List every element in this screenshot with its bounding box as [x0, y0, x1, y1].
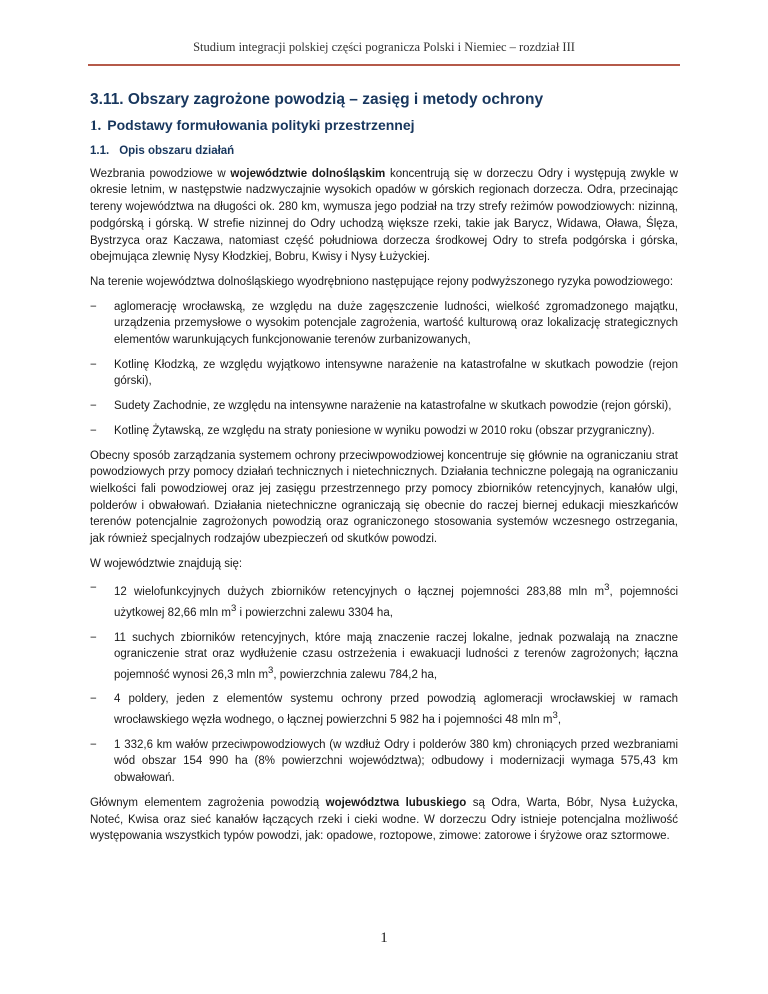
superscript: 3 — [230, 603, 237, 614]
dash-bullet: − — [90, 358, 97, 371]
paragraph-3: Obecny sposób zarządzania systemem ochrony przeciwpowodziowej koncentruje się głównie na ograniczaniu strat powodziowych przy pomocy działań technicznych i nietechnicznych. Działania techniczne polegają na ograniczaniu wielkości fali powodziowej oraz jej zasięgu przestrzennego przy pomocy zbiorników retencyjnych, kanałów ulgi, polderów i obwałowań. Działania nietechniczne ograniczają się obecnie do raczej biernej edukacji mieszkańców terenów potencjalnie zagrożonych powodzią oraz ograniczonego stosowania systemów wczesnego ostrzegania, jak również specjalnych rodzajów ubezpieczeń od skutków powodzi. — [90, 449, 678, 546]
text-run: koncentrują się w dorzeczu Odry i występują zwykle w okresie letnim, w następstwie nadzwyczajnie wysokich opadów w górskich regionach dorzecza. Odra, przecinając tereny województwa na długości ok. 280 km, wymusza jego podział na trzy strefy reżimów powodziowych: nizinną, podgórską i górską. W strefie nizinnej do Odry uchodzą większe rzeki, takie jak Barycz, Widawa, Oława, Ślęza, Bystrzyca oraz Kaczawa, natomiast część południowa dorzecza środkowej Odry to strefa podgórska i górska, obejmująca zlewnię Nysy Kłodzkiej, Bobru, Kwisy i Nysy Łużyckiej. — [90, 167, 678, 264]
paragraph-1 — [90, 166, 678, 266]
subsection-heading — [90, 143, 678, 160]
dash-bullet: − — [90, 693, 97, 706]
list-item-text: Kotlinę Kłodzką, ze względu wyjątkowo intensywne narażenie na katastrofalne w skutkach powodzie (rejon górski), — [114, 358, 678, 388]
paragraph-4: W województwie znajdują się: — [90, 557, 243, 570]
list-item — [90, 630, 678, 684]
text-run: , powierzchnia zalewu 784,2 ha, — [273, 668, 438, 681]
dash-bullet: − — [90, 424, 97, 437]
page-number: 1 — [380, 930, 388, 946]
dash-bullet: − — [90, 582, 97, 595]
text-run: 12 wielofunkcyjnych dużych zbiorników retencyjnych o łącznej pojemności 283,88 mln m — [114, 586, 605, 599]
text-run: 11 suchych zbiorników retencyjnych, które mają znaczenie raczej lokalne, jednak pozwalają na znaczne ograniczenie strat oraz wydłużenie czasu ostrzeżenia i ewakuacji ludności z terenów zagrożonych; łączna pojemność wynosi 26,3 mln m — [114, 631, 678, 681]
list-item — [90, 398, 678, 415]
bold-text: województwa lubuskiego — [325, 796, 467, 809]
running-header: Studium integracji polskiej części pogranicza Polski i Niemiec – rozdział III — [193, 40, 575, 54]
dash-bullet: − — [90, 631, 97, 644]
list-item — [90, 423, 678, 440]
subsection-title: Opis obszaru działań — [119, 145, 235, 157]
chapter-title: 3.11. Obszary zagrożone powodzią – zasięg i metody ochrony — [90, 91, 544, 108]
section-number: 1. — [90, 118, 102, 134]
list-item — [90, 737, 678, 787]
section-title: Podstawy formułowania polityki przestrzennej — [107, 117, 415, 133]
list-item-text: Kotlinę Żytawską, ze względu na straty poniesione w wyniku powodzi w 2010 roku (obszar przygraniczny). — [114, 424, 655, 437]
list-item — [90, 580, 678, 621]
text-run: 1 332,6 km wałów przeciwpowodziowych (w wzdłuż Odry i polderów 380 km) chroniących przed wezbraniami wód obszar 154 990 ha (8% powierzchni województwa); odbudowy i modernizacji wymaga 575,43 km obwałowań. — [114, 738, 678, 785]
text-run: są Odra, Warta, Bóbr, Nysa Łużycka, Noteć, Kwisa oraz sieć kanałów łączących rzeki i cieki wodne. W dorzeczu Odry istnieje potencjalna możliwość występowania wszystkich typów powodzi, jak: opadowe, roztopowe, zimowe: zatorowe i śryżowe oraz sztormowe. — [90, 796, 679, 843]
text-run: , — [557, 714, 562, 726]
text-run: , pojemności użytkowej 82,66 mln m — [114, 586, 679, 619]
paragraph-5 — [90, 795, 678, 845]
list-item-text: aglomerację wrocławską, ze względu na duże zagęszczenie ludności, wielkość zgromadzonego majątku, urządzenia przemysłowe o wysokim potencjale zagrożenia, wartość kulturową oraz lokalizację strategicznych elementów warunkujących funkcjonowanie terenów zurbanizowanych, — [114, 300, 678, 347]
dash-bullet: − — [90, 300, 97, 313]
superscript: 3 — [604, 582, 610, 594]
text-run: Głównym elementem zagrożenia powodzią — [90, 796, 326, 809]
superscript: 3 — [268, 664, 274, 676]
text-run: Wezbrania powodziowe w — [90, 167, 231, 180]
dash-bullet: − — [90, 738, 97, 751]
text-run: 4 poldery, jeden z elementów systemu ochrony przed powodzią aglomeracji wrocławskiej w ramach wrocławskiego węzła wodnego, o łącznej powierzchni 5 982 ha i pojemności 48 mln m — [114, 693, 678, 726]
list-item — [90, 299, 678, 349]
list-item-text: Sudety Zachodnie, ze względu na intensywne narażenie na katastrofalne w skutkach powodzie (rejon górski), — [114, 400, 672, 413]
header-rule — [88, 64, 680, 66]
risk-regions-list — [90, 299, 678, 440]
page-content — [90, 90, 678, 853]
superscript: 3 — [552, 710, 558, 722]
subsection-number: 1.1. — [90, 145, 110, 157]
list-item — [90, 691, 678, 728]
infrastructure-list — [90, 580, 678, 786]
dash-bullet: − — [90, 400, 97, 413]
paragraph-2: Na terenie województwa dolnośląskiego wyodrębniono następujące rejony podwyższonego ryzyka powodziowego: — [90, 275, 674, 288]
bold-text: województwie dolnośląskim — [230, 167, 386, 180]
section-heading — [90, 116, 678, 135]
list-item — [90, 357, 678, 390]
text-run: i powierzchni zalewu 3304 ha, — [236, 606, 393, 619]
